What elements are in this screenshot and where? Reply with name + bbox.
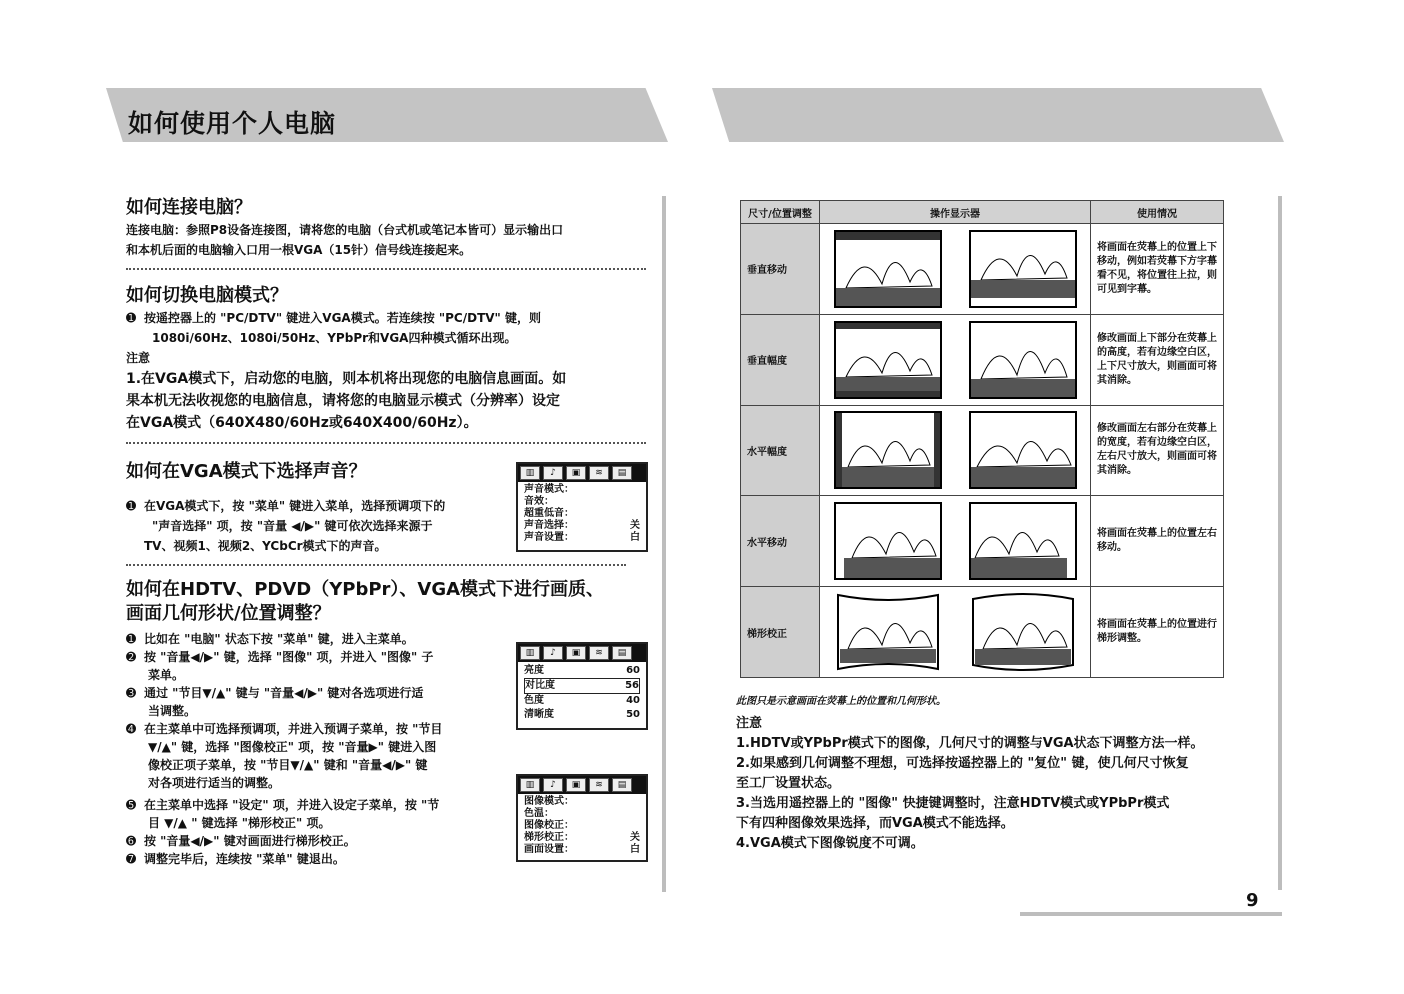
notes-block: [736, 714, 1276, 854]
note-text: 果本机无法收视您的电脑信息，请将您的电脑显示模式（分辨率）设定: [126, 393, 560, 409]
section-title: 画面几何形状/位置调整？: [126, 603, 331, 624]
page-number: 9: [1246, 890, 1259, 911]
dotted-divider: [126, 442, 646, 444]
opera-house-image: [969, 230, 1077, 308]
opera-house-image: [969, 321, 1077, 399]
column-divider-right: [1278, 196, 1282, 890]
note-text: 1.在VGA模式下，启动您的电脑，则本机将出现您的电脑信息画面。如: [126, 371, 567, 387]
adjust-steps: ➊ 比如在 "电脑" 状态下按 "菜单" 键，进入主菜单。 ➋ 按 "音量◀/▶" 键，选择 "图像" 项，并进入 "图像" 子 菜单。 ➌ 通过 "节目▼/▲" 键与 "音量◀/▶" 键对各选项进行适 当调整。 ➍ 在主菜单中可选择预调项，并进入预调子菜单，按 "节目 ▼/▲" 键，选择 "图像校正" 项，按 "音量▶" 键进入图 像校正项子菜单，按 "节目▼/▲" 键和 "音量◀/▶" 键 对各项进行适当的调整。 ➎ 在主菜单中选择 "设定" 项，并进入设定子菜单，按 "节 目 ▼/▲ " 键选择 "梯形校正" 项。 ➏ 按 "音量◀/▶" 键对画面进行梯形校正。 ➐ 调整完毕后，连续按 "菜单" 键退出。: [126, 632, 443, 866]
note-text: 1.HDTV或YPbPr模式下的图像，几何尺寸的调整与VGA状态下调整方法一样。: [736, 736, 1204, 751]
sound-menu-illustration: ▥ ♪ ▣ ≋ ▤ 声音模式： 音效： 超重低音： 声音选择： 关 声音设置： 白: [516, 462, 648, 552]
opera-house-image: [969, 593, 1077, 671]
geometry-adjust-table: [740, 200, 1224, 678]
section-title: 如何切换电脑模式？: [126, 285, 288, 306]
setup-menu-illustration: ▥ ♪ ▣ ≋ ▤ 图像模式： 色温： 图像校正： 梯形校正： 关 画面设置： 白: [516, 774, 648, 862]
opera-house-image: [834, 502, 942, 580]
table-caption: 此图只是示意画面在荧幕上的位置和几何形状。: [736, 696, 946, 707]
opera-house-image: [834, 411, 942, 489]
opera-house-image: [969, 411, 1077, 489]
table-row: 梯形校正 将画面在荧幕上的位置进行梯形调整。: [741, 587, 1224, 678]
page-title: 如何使用个人电脑: [128, 109, 337, 138]
table-row: 水平幅度 修改画面左右部分在荧幕上的宽度，若有边缘空白区，左右尺寸放大，则画面可将其消除。: [741, 405, 1224, 496]
note-label: 注意: [736, 716, 763, 731]
step-text: 按遥控器上的 "PC/DTV" 键进入VGA模式。若连续按 "PC/DTV" 键，则: [144, 311, 541, 325]
table-header: 操作显示器: [820, 201, 1091, 224]
section-connect-pc: [126, 196, 646, 284]
opera-house-image: [834, 593, 942, 671]
note-text: 2.如果感到几何调整不理想，可选择按遥控器上的 "复位" 键，使几何尺寸恢复: [736, 756, 1189, 771]
table-row: 水平移动 将画面在荧幕上的位置左右移动。: [741, 496, 1224, 587]
section-switch-pc-mode: [126, 284, 646, 458]
step-text: 1080i/60Hz、1080i/50Hz、YPbPr和VGA四种模式循环出现。: [152, 331, 517, 345]
dotted-divider: [126, 268, 646, 270]
dotted-divider: [126, 564, 626, 566]
opera-house-image: [834, 321, 942, 399]
note-text: 至工厂设置状态。: [736, 776, 841, 791]
table-header: 尺寸/位置调整: [741, 201, 820, 224]
section-text: 和本机后面的电脑输入口用一根VGA（15针）信号线连接起来。: [126, 243, 472, 257]
section-title: 如何连接电脑？: [126, 197, 252, 218]
note-label: 注意: [126, 351, 151, 365]
section-title: 如何在HDTV、PDVD（YPbPr）、VGA模式下进行画质、: [126, 579, 605, 600]
section-title: 如何在VGA模式下选择声音？: [126, 461, 367, 482]
table-header: 使用情况: [1091, 201, 1224, 224]
section-text: 连接电脑：参照P8设备连接图，请将您的电脑（台式机或笔记本皆可）显示输出口: [126, 223, 564, 237]
note-text: 4.VGA模式下图像锐度不可调。: [736, 836, 924, 851]
note-text: 3.当选用遥控器上的 "图像" 快捷键调整时，注意HDTV模式或YPbPr模式: [736, 796, 1170, 811]
table-row: 垂直移动 将画面在荧幕上的位置上下移动，例如若荧幕下方字幕看不见，将位置往上拉，则可见到字幕。: [741, 224, 1224, 315]
step-number: ➊: [126, 311, 137, 325]
column-divider-left: [662, 196, 666, 892]
title-banner-right: [712, 88, 1284, 142]
step-text: 在VGA模式下，按 "菜单" 键进入菜单，选择预调项下的: [144, 499, 446, 513]
section-hdtv-adjust: [126, 578, 646, 626]
note-text: 下有四种图像效果选择，而VGA模式不能选择。: [736, 816, 1014, 831]
step-text: TV、视频1、视频2、YCbCr模式下的声音。: [144, 539, 387, 553]
picture-menu-illustration: ▥ ♪ ▣ ≋ ▤ 亮度 60 对比度 56 色度 40 清晰度 50: [516, 642, 648, 730]
opera-house-image: [969, 502, 1077, 580]
note-text: 在VGA模式（640X480/60Hz或640X400/60Hz）。: [126, 415, 478, 431]
footer-line: [1020, 912, 1282, 916]
opera-house-image: [834, 230, 942, 308]
step-text: "声音选择" 项，按 "音量 ◀/▶" 键可依次选择来源于: [152, 519, 433, 533]
table-row: 垂直幅度 修改画面上下部分在荧幕上的高度，若有边缘空白区，上下尺寸放大，则画面可将其消除。: [741, 314, 1224, 405]
step-number: ➊: [126, 499, 137, 513]
